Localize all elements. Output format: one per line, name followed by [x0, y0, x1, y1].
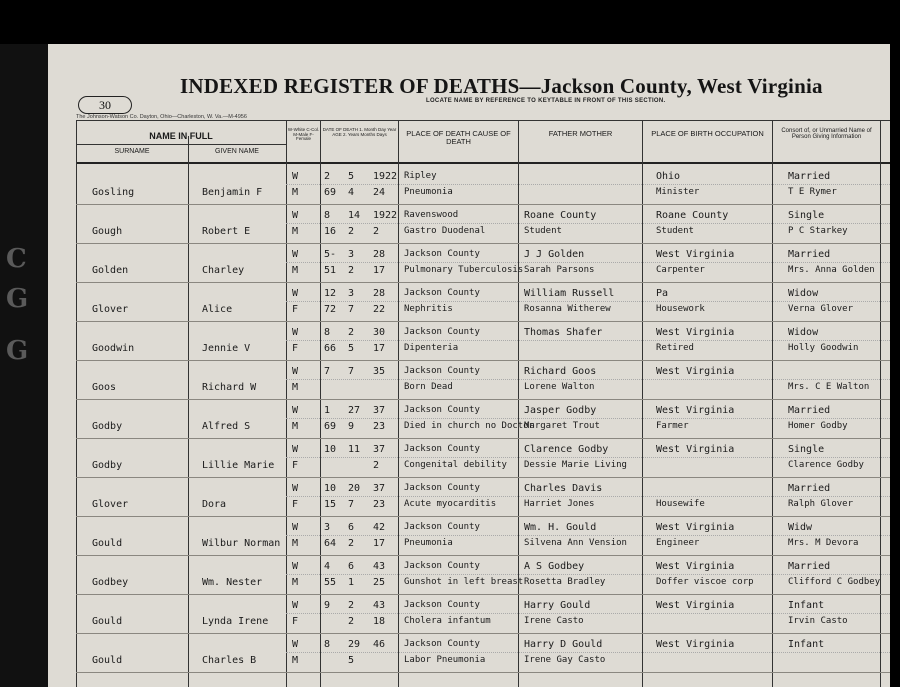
cause-cell: Gastro Duodenal	[404, 226, 486, 236]
cause-cell: Died in church no Doctor	[404, 421, 535, 431]
month-cell: 7	[324, 366, 331, 377]
mother-cell: Irene Casto	[524, 616, 584, 626]
status-cell: Married	[788, 405, 831, 416]
days-cell: 17	[373, 265, 386, 276]
occupation-cell: Doffer viscoe corp	[656, 577, 754, 587]
mother-cell: Irene Gay Casto	[524, 655, 606, 665]
informant-cell: Ralph Glover	[788, 499, 854, 509]
year-cell: 43	[373, 561, 386, 572]
informant-cell: Verna Glover	[788, 304, 854, 314]
locate-note: LOCATE NAME BY REFERENCE TO KEYTABLE IN FRONT OF THIS SECTION.	[426, 98, 666, 104]
given-name-cell: Wilbur Norman	[202, 538, 281, 549]
occupation-cell: Farmer	[656, 421, 689, 431]
birth-cell: West Virginia	[656, 600, 735, 611]
row-divider	[76, 282, 890, 283]
birth-cell: West Virginia	[656, 522, 735, 533]
status-cell: Single	[788, 210, 825, 221]
cause-cell: Pulmonary Tuberculosis	[404, 265, 524, 275]
row-divider	[76, 360, 890, 361]
month-cell: 2	[324, 171, 331, 182]
header-name-in-full: NAME IN FULL	[149, 131, 213, 141]
color-cell: W	[292, 327, 299, 338]
years-cell: 15	[324, 499, 337, 510]
cause-cell: Nephritis	[404, 304, 453, 314]
years-cell: 55	[324, 577, 337, 588]
occupation-cell: Engineer	[656, 538, 700, 548]
months-cell: 2	[348, 616, 355, 627]
birth-cell: Pa	[656, 288, 669, 299]
year-cell: 35	[373, 366, 386, 377]
month-cell: 4	[324, 561, 331, 572]
day-cell: 5	[348, 171, 355, 182]
months-cell: 2	[348, 226, 355, 237]
mother-cell: Dessie Marie Living	[524, 460, 627, 470]
sex-cell: M	[292, 577, 299, 588]
sex-cell: M	[292, 187, 299, 198]
year-cell: 30	[373, 327, 386, 338]
birth-cell: West Virginia	[656, 561, 735, 572]
birth-cell: Ohio	[656, 171, 681, 182]
place-cell: Jackson County	[404, 561, 480, 571]
color-cell: W	[292, 405, 299, 416]
father-cell: J J Golden	[524, 249, 585, 260]
cause-cell: Pneumonia	[404, 187, 453, 197]
page-left-edge	[0, 44, 48, 687]
months-cell: 4	[348, 187, 355, 198]
day-cell: 3	[348, 249, 355, 260]
months-cell: 9	[348, 421, 355, 432]
color-cell: W	[292, 522, 299, 533]
occupation-cell: Retired	[656, 343, 694, 353]
year-cell: 1922	[373, 171, 398, 182]
informant-cell: Homer Godby	[788, 421, 848, 431]
color-cell: W	[292, 600, 299, 611]
cause-cell: Labor Pneumonia	[404, 655, 486, 665]
informant-cell: Clifford C Godbey	[788, 577, 881, 587]
occupation-cell: Housework	[656, 304, 705, 314]
color-cell: W	[292, 249, 299, 260]
days-cell: 25	[373, 577, 386, 588]
day-cell: 11	[348, 444, 361, 455]
given-name-cell: Richard W	[202, 382, 257, 393]
header-surname: SURNAME	[114, 148, 150, 155]
place-cell: Ripley	[404, 171, 437, 181]
year-cell: 28	[373, 249, 386, 260]
header-given-name: GIVEN NAME	[215, 148, 259, 155]
row-divider	[76, 204, 890, 205]
cause-cell: Gunshot in left breast	[404, 577, 524, 587]
days-cell: 18	[373, 616, 386, 627]
mother-cell: Rosetta Bradley	[524, 577, 606, 587]
row-divider	[76, 672, 890, 673]
birth-cell: West Virginia	[656, 327, 735, 338]
day-cell: 27	[348, 405, 361, 416]
month-cell: 12	[324, 288, 337, 299]
mother-cell: Margaret Trout	[524, 421, 600, 431]
year-cell: 46	[373, 639, 386, 650]
given-name-cell: Wm. Nester	[202, 577, 263, 588]
month-cell: 5-	[324, 249, 337, 260]
given-name-cell: Jennie V	[202, 343, 251, 354]
printer-imprint: The Johnson-Watson Co. Dayton, Ohio—Charleston, W. Va.—M-4956	[76, 114, 247, 120]
informant-cell: Clarence Godby	[788, 460, 864, 470]
months-cell: 7	[348, 304, 355, 315]
occupation-cell: Student	[656, 226, 694, 236]
place-cell: Jackson County	[404, 366, 480, 376]
years-cell: 69	[324, 187, 337, 198]
year-cell: 37	[373, 405, 386, 416]
month-cell: 8	[324, 327, 331, 338]
day-cell: 29	[348, 639, 361, 650]
surname-cell: Gough	[92, 226, 123, 237]
color-cell: W	[292, 483, 299, 494]
status-cell: Single	[788, 444, 825, 455]
surname-cell: Gosling	[92, 187, 135, 198]
informant-cell: Holly Goodwin	[788, 343, 859, 353]
place-cell: Jackson County	[404, 639, 480, 649]
side-mark: G	[6, 284, 29, 314]
sex-cell: F	[292, 460, 299, 471]
page-title: INDEXED REGISTER OF DEATHS—Jackson County, West Virginia	[180, 74, 823, 98]
page-number: 30	[78, 96, 132, 114]
cause-cell: Cholera infantum	[404, 616, 491, 626]
header-father-mother: FATHER MOTHER	[548, 129, 613, 138]
informant-cell: P C Starkey	[788, 226, 848, 236]
place-cell: Jackson County	[404, 405, 480, 415]
given-name-cell: Lillie Marie	[202, 460, 275, 471]
header-birth-occupation: PLACE OF BIRTH OCCUPATION	[651, 129, 764, 138]
status-cell: Married	[788, 171, 831, 182]
sex-cell: F	[292, 343, 299, 354]
birth-cell: West Virginia	[656, 639, 735, 650]
months-cell: 5	[348, 343, 355, 354]
surname-cell: Godby	[92, 421, 123, 432]
place-cell: Jackson County	[404, 288, 480, 298]
father-cell: William Russell	[524, 288, 615, 299]
status-cell: Widow	[788, 288, 819, 299]
place-cell: Jackson County	[404, 600, 480, 610]
header-consort: Consort of, or Unmarried Name of Person Giving Information	[781, 128, 872, 141]
mother-cell: Silvena Ann Vension	[524, 538, 627, 548]
status-cell: Infant	[788, 639, 825, 650]
row-divider	[76, 321, 890, 322]
months-cell: 2	[348, 265, 355, 276]
cause-cell: Congenital debility	[404, 460, 507, 470]
status-cell: Married	[788, 249, 831, 260]
row-divider	[76, 477, 890, 478]
cause-cell: Pneumonia	[404, 538, 453, 548]
father-cell: A S Godbey	[524, 561, 585, 572]
mother-cell: Student	[524, 226, 562, 236]
row-divider	[76, 555, 890, 556]
father-cell: Richard Goos	[524, 366, 597, 377]
birth-cell: Roane County	[656, 210, 729, 221]
row-divider	[76, 516, 890, 517]
years-cell: 51	[324, 265, 337, 276]
years-cell: 72	[324, 304, 337, 315]
informant-cell: Mrs. M Devora	[788, 538, 859, 548]
day-cell: 7	[348, 366, 355, 377]
surname-cell: Goos	[92, 382, 117, 393]
place-cell: Jackson County	[404, 327, 480, 337]
header-place-cause: PLACE OF DEATH CAUSE OF DEATH	[406, 129, 511, 146]
cause-cell: Born Dead	[404, 382, 453, 392]
color-cell: W	[292, 444, 299, 455]
day-cell: 2	[348, 600, 355, 611]
sex-cell: F	[292, 616, 299, 627]
color-cell: W	[292, 366, 299, 377]
occupation-cell: Carpenter	[656, 265, 705, 275]
day-cell: 2	[348, 327, 355, 338]
status-cell: Married	[788, 561, 831, 572]
father-cell: Charles Davis	[524, 483, 603, 494]
days-cell: 2	[373, 226, 380, 237]
days-cell: 2	[373, 460, 380, 471]
given-name-cell: Lynda Irene	[202, 616, 269, 627]
sex-cell: F	[292, 304, 299, 315]
day-cell: 6	[348, 561, 355, 572]
informant-cell: Mrs. C E Walton	[788, 382, 870, 392]
cause-cell: Dipenteria	[404, 343, 459, 353]
month-cell: 8	[324, 639, 331, 650]
occupation-cell: Housewife	[656, 499, 705, 509]
row-divider	[76, 243, 890, 244]
sex-cell: M	[292, 421, 299, 432]
given-name-cell: Alice	[202, 304, 233, 315]
row-divider	[76, 594, 890, 595]
header-color-sex: W-White C-Col. M-Male F-Female	[287, 127, 320, 142]
father-cell: Jasper Godby	[524, 405, 597, 416]
father-cell: Roane County	[524, 210, 597, 221]
sex-cell: M	[292, 382, 299, 393]
months-cell: 7	[348, 499, 355, 510]
informant-cell: T E Rymer	[788, 187, 837, 197]
status-cell: Married	[788, 483, 831, 494]
given-name-cell: Benjamin F	[202, 187, 263, 198]
birth-cell: West Virginia	[656, 405, 735, 416]
mother-cell: Rosanna Witherew	[524, 304, 611, 314]
place-cell: Jackson County	[404, 249, 480, 259]
year-cell: 37	[373, 483, 386, 494]
father-cell: Wm. H. Gould	[524, 522, 597, 533]
sex-cell: F	[292, 499, 299, 510]
days-cell: 23	[373, 499, 386, 510]
month-cell: 10	[324, 483, 337, 494]
given-name-cell: Alfred S	[202, 421, 251, 432]
given-name-cell: Robert E	[202, 226, 251, 237]
surname-cell: Godby	[92, 460, 123, 471]
side-mark: G	[6, 336, 29, 366]
month-cell: 8	[324, 210, 331, 221]
status-cell: Infant	[788, 600, 825, 611]
mother-cell: Sarah Parsons	[524, 265, 595, 275]
surname-cell: Gould	[92, 616, 123, 627]
years-cell: 69	[324, 421, 337, 432]
months-cell: 2	[348, 538, 355, 549]
place-cell: Jackson County	[404, 444, 480, 454]
header-date-age: DATE OF DEATH 1. Month Day Year AGE 2. Years Months Days	[322, 127, 397, 137]
surname-cell: Gould	[92, 655, 123, 666]
status-cell: Widow	[788, 327, 819, 338]
day-cell: 3	[348, 288, 355, 299]
birth-cell: West Virginia	[656, 366, 735, 377]
months-cell: 5	[348, 655, 355, 666]
year-cell: 42	[373, 522, 386, 533]
surname-cell: Golden	[92, 265, 129, 276]
surname-cell: Godbey	[92, 577, 129, 588]
mother-cell: Harriet Jones	[524, 499, 595, 509]
month-cell: 3	[324, 522, 331, 533]
color-cell: W	[292, 288, 299, 299]
days-cell: 17	[373, 538, 386, 549]
place-cell: Jackson County	[404, 522, 480, 532]
side-mark: C	[6, 244, 27, 274]
color-cell: W	[292, 171, 299, 182]
status-cell: Widw	[788, 522, 813, 533]
surname-cell: Glover	[92, 304, 129, 315]
surname-cell: Gould	[92, 538, 123, 549]
cause-cell: Acute myocarditis	[404, 499, 497, 509]
birth-cell: West Virginia	[656, 249, 735, 260]
year-cell: 28	[373, 288, 386, 299]
row-divider	[76, 633, 890, 634]
given-name-cell: Dora	[202, 499, 227, 510]
given-name-cell: Charley	[202, 265, 245, 276]
sex-cell: M	[292, 265, 299, 276]
row-divider	[76, 399, 890, 400]
month-cell: 10	[324, 444, 337, 455]
days-cell: 17	[373, 343, 386, 354]
occupation-cell: Minister	[656, 187, 700, 197]
father-cell: Harry Gould	[524, 600, 591, 611]
day-cell: 20	[348, 483, 361, 494]
years-cell: 64	[324, 538, 337, 549]
place-cell: Ravenswood	[404, 210, 459, 220]
day-cell: 14	[348, 210, 361, 221]
months-cell: 1	[348, 577, 355, 588]
year-cell: 37	[373, 444, 386, 455]
year-cell: 43	[373, 600, 386, 611]
father-cell: Harry D Gould	[524, 639, 603, 650]
days-cell: 22	[373, 304, 386, 315]
birth-cell: West Virginia	[656, 444, 735, 455]
day-cell: 6	[348, 522, 355, 533]
father-cell: Clarence Godby	[524, 444, 609, 455]
month-cell: 1	[324, 405, 331, 416]
informant-cell: Irvin Casto	[788, 616, 848, 626]
informant-cell: Mrs. Anna Golden	[788, 265, 875, 275]
given-name-cell: Charles B	[202, 655, 257, 666]
year-cell: 1922	[373, 210, 398, 221]
days-cell: 24	[373, 187, 386, 198]
sex-cell: M	[292, 226, 299, 237]
days-cell: 23	[373, 421, 386, 432]
sex-cell: M	[292, 538, 299, 549]
surname-cell: Glover	[92, 499, 129, 510]
father-cell: Thomas Shafer	[524, 327, 603, 338]
month-cell: 9	[324, 600, 331, 611]
surname-cell: Goodwin	[92, 343, 135, 354]
mother-cell: Lorene Walton	[524, 382, 595, 392]
color-cell: W	[292, 639, 299, 650]
color-cell: W	[292, 561, 299, 572]
row-divider	[76, 438, 890, 439]
register-page	[48, 44, 890, 687]
years-cell: 66	[324, 343, 337, 354]
place-cell: Jackson County	[404, 483, 480, 493]
years-cell: 16	[324, 226, 337, 237]
color-cell: W	[292, 210, 299, 221]
sex-cell: M	[292, 655, 299, 666]
